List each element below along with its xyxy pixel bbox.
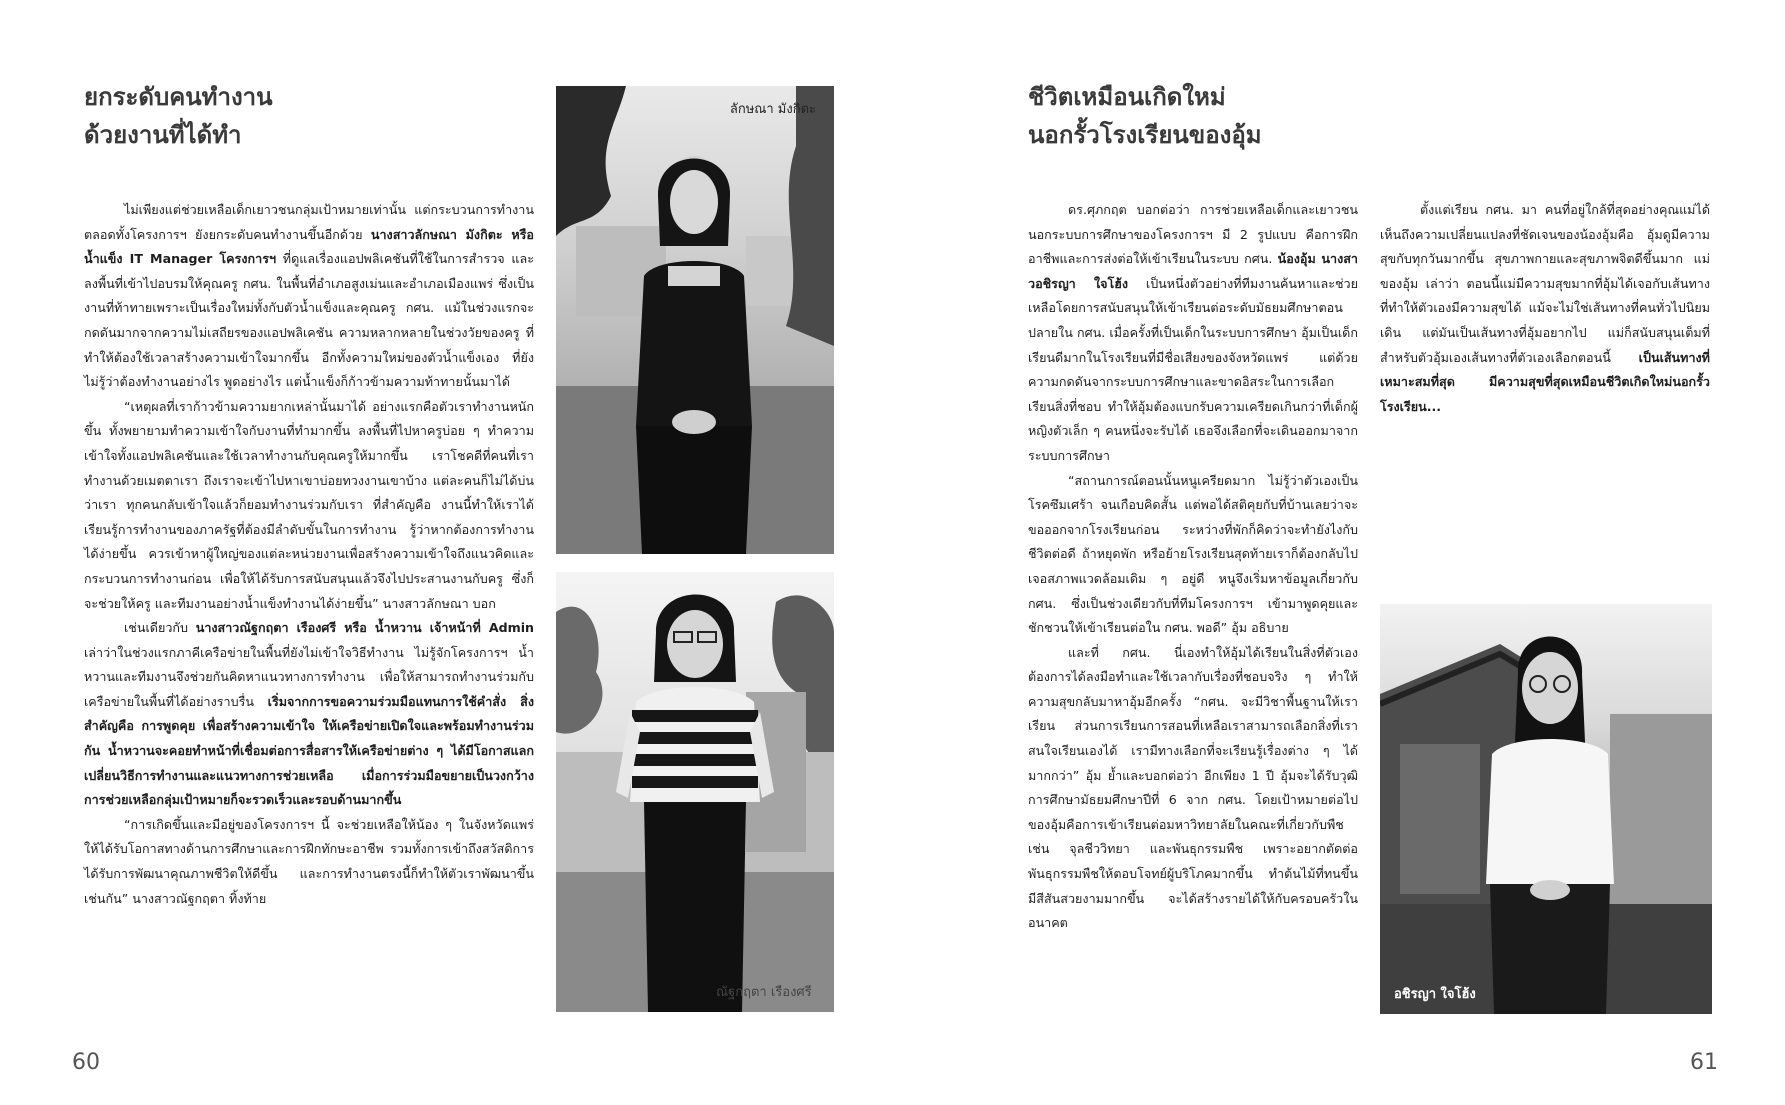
right-section-title — [1028, 78, 1448, 154]
photo-laksana-caption: ลักษณา มังกิตะ — [729, 102, 816, 117]
left-title-line-1: ยกระดับคนทำงาน — [84, 83, 273, 111]
photo-natkrita-caption: ณัฐกฤตา เรืองศรี — [716, 985, 812, 1000]
left-body-text — [84, 198, 534, 911]
bold-phrase: เป็นเส้นทางที่เหมาะสมที่สุด มีความสุขที่สุดเหมือนชีวิตเกิดใหม่นอกรั้วโรงเรียน... — [1380, 349, 1710, 414]
bold-phrase: เริ่มจากการขอความร่วมมือแทนการใช้คำสั่ง สิ่งสำคัญคือ การพูดคุย เพื่อสร้างความเข้าใจ ให้เครือข่ายเปิดใจและพร้อมทำงานร่วมกัน น้ำหวานจะคอยทำหน้าที่เชื่อมต่อการสื่อสารให้เครือข่ายต่าง ๆ ได้มีโอกาสแลกเปลี่ยนวิธีการทำงานและแนวทางการช่วยเหลือ เมื่อการร่วมมือขยายเป็นวงกว้าง การช่วยเหลือกลุ่มเป้าหมายก็จะรวดเร็วและรอบด้านมากขึ้น — [84, 693, 534, 808]
page-number-right: 61 — [1690, 1050, 1718, 1075]
right-col1-paragraph-2: “สถานการณ์ตอนนั้นหนูเครียดมาก ไม่รู้ว่าตัวเองเป็นโรคซึมเศร้า จนเกือบคิดสั้น แต่พอได้สติคุยกับที่บ้านเลยว่าจะขอออกจากโรงเรียนก่อน ระหว่างที่พักก็คิดว่าจะทำยังไงกับชีวิตต่อดี ถ้าหยุดพัก หรือย้ายโรงเรียนสุดท้ายเราก็ต้องกลับไปเจอสภาพแวดล้อมเดิม ๆ อยู่ดี หนูจึงเริ่มหาข้อมูลเกี่ยวกับ กศน. ซึ่งเป็นช่วงเดียวกับที่ทีมโครงการฯ เข้ามาพูดคุยและชักชวนให้เข้าเรียนต่อใน กศน. พอดี” อุ้ม อธิบาย — [1028, 472, 1358, 636]
right-title-line-1: ชีวิตเหมือนเกิดใหม่ — [1028, 83, 1226, 111]
right-col2-paragraph-1: ตั้งแต่เรียน กศน. มา คนที่อยู่ใกล้ที่สุดอย่างคุณแม่ได้เห็นถึงความเปลี่ยนแปลงที่ชัดเจนของน้องอุ้มคือ อุ้มดูมีความสุขกับทุกวันมากขึ้น สุขภาพกายและสุขภาพจิตดีขึ้นมาก แม่ของอุ้ม เล่าว่า ตอนนี้แม่มีความสุขมากที่อุ้มได้เจอกับเส้นทางที่ทำให้ตัวเองมีความสุขได้ แม้จะไม่ใช่เส้นทางที่คนทั่วไปนิยมเดิน แต่มันเป็นเส้นทางที่อุ้มอยากไป แม่ก็สนับสนุนเต็มที่ สำหรับตัวอุ้มเองเส้นทางที่ตัวเองเลือกตอนนี้ เป็นเส้นทางที่เหมาะสมที่สุด มีความสุขที่สุดเหมือนชีวิตเกิดใหม่นอกรั้วโรงเรียน... — [1380, 202, 1710, 414]
bold-phrase: นางสาวลักษณา มังกิตะ หรือ น้ำแข็ง IT Manager โครงการฯ — [84, 226, 534, 267]
right-body-column-2 — [1380, 198, 1710, 419]
left-body-paragraph-1: ไม่เพียงแต่ช่วยเหลือเด็กเยาวชนกลุ่มเป้าหมายเท่านั้น แต่กระบวนการทำงานตลอดทั้งโครงการฯ ยังยกระดับคนทำงานขึ้นอีกด้วย นางสาวลักษณา มังกิตะ หรือ น้ำแข็ง IT Manager โครงการฯ ที่ดูแลเรื่องแอปพลิเคชันที่ใช้ในการสำรวจ และลงพื้นที่เข้าไปอบรมให้คุณครู กศน. ในพื้นที่อำเภอสูงเม่นและอำเภอเมืองแพร่ ซึ่งเป็นงานที่ท้าทายเพราะเป็นเรื่องใหม่ทั้งกับตัวน้ำแข็งและคุณครู กศน. แม้ในช่วงแรกจะกดดันมากจากความไม่เสถียรของแอปพลิเคชัน ความหลากหลายในช่วงวัยของครู ที่ทำให้ต้องใช้เวลาสร้างความเข้าใจมากขึ้น อีกทั้งความใหม่ของตัวน้ำแข็งเอง ที่ยังไม่รู้ว่าต้องทำงานอย่างไร พูดอย่างไร แต่น้ำแข็งก็ก้าวข้ามความท้าทายนั้นมาได้ — [84, 202, 534, 390]
photo-laksana — [556, 86, 834, 554]
photo-natkrita — [556, 572, 834, 1012]
right-col1-paragraph-1: ดร.ศุภกฤต บอกต่อว่า การช่วยเหลือเด็กและเยาวชนนอกระบบการศึกษาของโครงการฯ มี 2 รูปแบบ คือการฝึกอาชีพและการส่งต่อให้เข้าเรียนในระบบ กศน. น้องอุ้ม นางสาวอชิรญา ใจโฮ้ง เป็นหนึ่งตัวอย่างที่ทีมงานค้นหาและช่วยเหลือโดยการสนับสนุนให้เข้าเรียนต่อระดับมัธยมศึกษาตอนปลายใน กศน. เมื่อครั้งที่เป็นเด็กในระบบการศึกษา อุ้มเป็นเด็กเรียนดีมากในโรงเรียนที่มีชื่อเสียงของจังหวัดแพร่ แต่ด้วยความกดดันจากระบบการศึกษาและขาดอิสระในการเลือกเรียนสิ่งที่ชอบ ทำให้อุ้มต้องแบกรับความเครียดเกินกว่าที่เด็กผู้หญิงตัวเล็ก ๆ คนหนึ่งจะรับได้ เธอจึงเลือกที่จะเดินออกมาจากระบบการศึกษา — [1028, 202, 1359, 463]
right-title-line-2: นอกรั้วโรงเรียนของอุ้ม — [1028, 121, 1262, 149]
left-body-paragraph-4: “การเกิดขึ้นและมีอยู่ของโครงการฯ นี้ จะช่วยเหลือให้น้อง ๆ ในจังหวัดแพร่ให้ได้รับโอกาสทางด้านการศึกษาและการฝึกทักษะอาชีพ รวมทั้งการเข้าถึงสวัสดิการ ได้รับการพัฒนาคุณภาพชีวิตให้ดีขึ้น และการทำงานตรงนี้ก็ทำให้ตัวเราพัฒนาขึ้นเช่นกัน” นางสาวณัฐกฤตา ทิ้งท้าย — [84, 816, 534, 906]
left-section-title — [84, 78, 484, 154]
bold-phrase: นางสาวณัฐกฤตา เรืองศรี หรือ น้ำหวาน เจ้าหน้าที่ Admin — [195, 620, 534, 636]
right-body-column-1 — [1028, 198, 1358, 936]
photo-achiraya-caption: อชิรญา ใจโฮ้ง — [1394, 987, 1476, 1002]
bold-phrase: น้องอุ้ม นางสาวอชิรญา ใจโฮ้ง — [1028, 251, 1358, 291]
left-body-paragraph-2: “เหตุผลที่เราก้าวข้ามความยากเหล่านั้นมาได้ อย่างแรกคือตัวเราทำงานหนักขึ้น ทั้งพยายามทำความเข้าใจกับงานที่ทำมากขึ้น ลงพื้นที่ไปหาครูบ่อย ๆ ทำความเข้าใจทั้งแอปพลิเคชันและใช้เวลาทำงานกับคุณครูให้มากขึ้น เราโชคดีที่คนที่เราทำงานด้วยเมตตาเรา ถึงเราจะเข้าไปหาเขาบ่อยทวงงานเขาบ้าง แต่ละคนก็ไม่ได้บ่นว่าเรา ทุกคนกลับเข้าใจแล้วก็ยอมทำงานร่วมกับเรา ที่สำคัญคือ งานนี้ทำให้เราได้เรียนรู้การทำงานของภาครัฐที่ต้องมีลำดับขั้นในการทำงาน รู้ว่าหากต้องการทำงานได้ง่ายขึ้น ควรเข้าหาผู้ใหญ่ของแต่ละหน่วยงานเพื่อสร้างความเข้าใจถึงแนวคิดและกระบวนการทำงานก่อน เพื่อให้ได้รับการสนับสนุนแล้วจึงไปประสานงานกับครู ซึ่งก็จะช่วยให้ครู และทีมงานอย่างน้ำแข็งทำงานได้ง่ายขึ้น” นางสาวลักษณา บอก — [84, 398, 534, 611]
left-title-line-2: ด้วยงานที่ได้ทำ — [84, 121, 242, 149]
page-number-left: 60 — [72, 1050, 100, 1075]
right-col1-paragraph-3: และที่ กศน. นี่เองทำให้อุ้มได้เรียนในสิ่งที่ตัวเองต้องการได้ลงมือทำและใช้เวลากับเรื่องที่ชอบจริง ๆ ทำให้ความสุขกลับมาหาอุ้มอีกครั้ง “กศน. จะมีวิชาพื้นฐานให้เราเรียน ส่วนการเรียนการสอนที่เหลือเราสามารถเลือกสิ่งที่เราสนใจเรียนเองได้ เรามีทางเลือกที่จะเรียนรู้เรื่องต่าง ๆ ได้มากกว่า” อุ้ม ย้ำและบอกต่อว่า อีกเพียง 1 ปี อุ้มจะได้รับวุฒิการศึกษามัธยมศึกษาปีที่ 6 จาก กศน. โดยเป้าหมายต่อไปของอุ้มคือการเข้าเรียนต่อมหาวิทยาลัยในคณะที่เกี่ยวกับพืช เช่น จุลชีววิทยา และพันธุกรรมพืช เพราะอยากตัดต่อพันธุกรรมพืชให้ตอบโจทย์ผู้บริโภคมากขึ้น ทำต้นไม้ที่ทนขึ้น มีสีสันสวยงามมากขึ้น จะได้สร้างรายได้ให้กับครอบครัวในอนาคต — [1028, 644, 1358, 931]
photo-achiraya — [1380, 604, 1712, 1014]
left-body-paragraph-3: เช่นเดียวกับ นางสาวณัฐกฤตา เรืองศรี หรือ น้ำหวาน เจ้าหน้าที่ Admin เล่าว่าในช่วงแรกภาคีเครือข่ายในพื้นที่ยังไม่เข้าใจวิธีทำงาน ไม่รู้จักโครงการฯ น้ำหวานและทีมงานจึงช่วยกันคิดหาแนวทางการทำงาน เพื่อให้สามารถทำงานร่วมกับเครือข่ายในพื้นที่ได้อย่างราบรื่น เริ่มจากการขอความร่วมมือแทนการใช้คำสั่ง สิ่งสำคัญคือ การพูดคุย เพื่อสร้างความเข้าใจ ให้เครือข่ายเปิดใจและพร้อมทำงานร่วมกัน น้ำหวานจะคอยทำหน้าที่เชื่อมต่อการสื่อสารให้เครือข่ายต่าง ๆ ได้มีโอกาสแลกเปลี่ยนวิธีการทำงานและแนวทางการช่วยเหลือ เมื่อการร่วมมือขยายเป็นวงกว้าง การช่วยเหลือกลุ่มเป้าหมายก็จะรวดเร็วและรอบด้านมากขึ้น — [84, 620, 534, 808]
